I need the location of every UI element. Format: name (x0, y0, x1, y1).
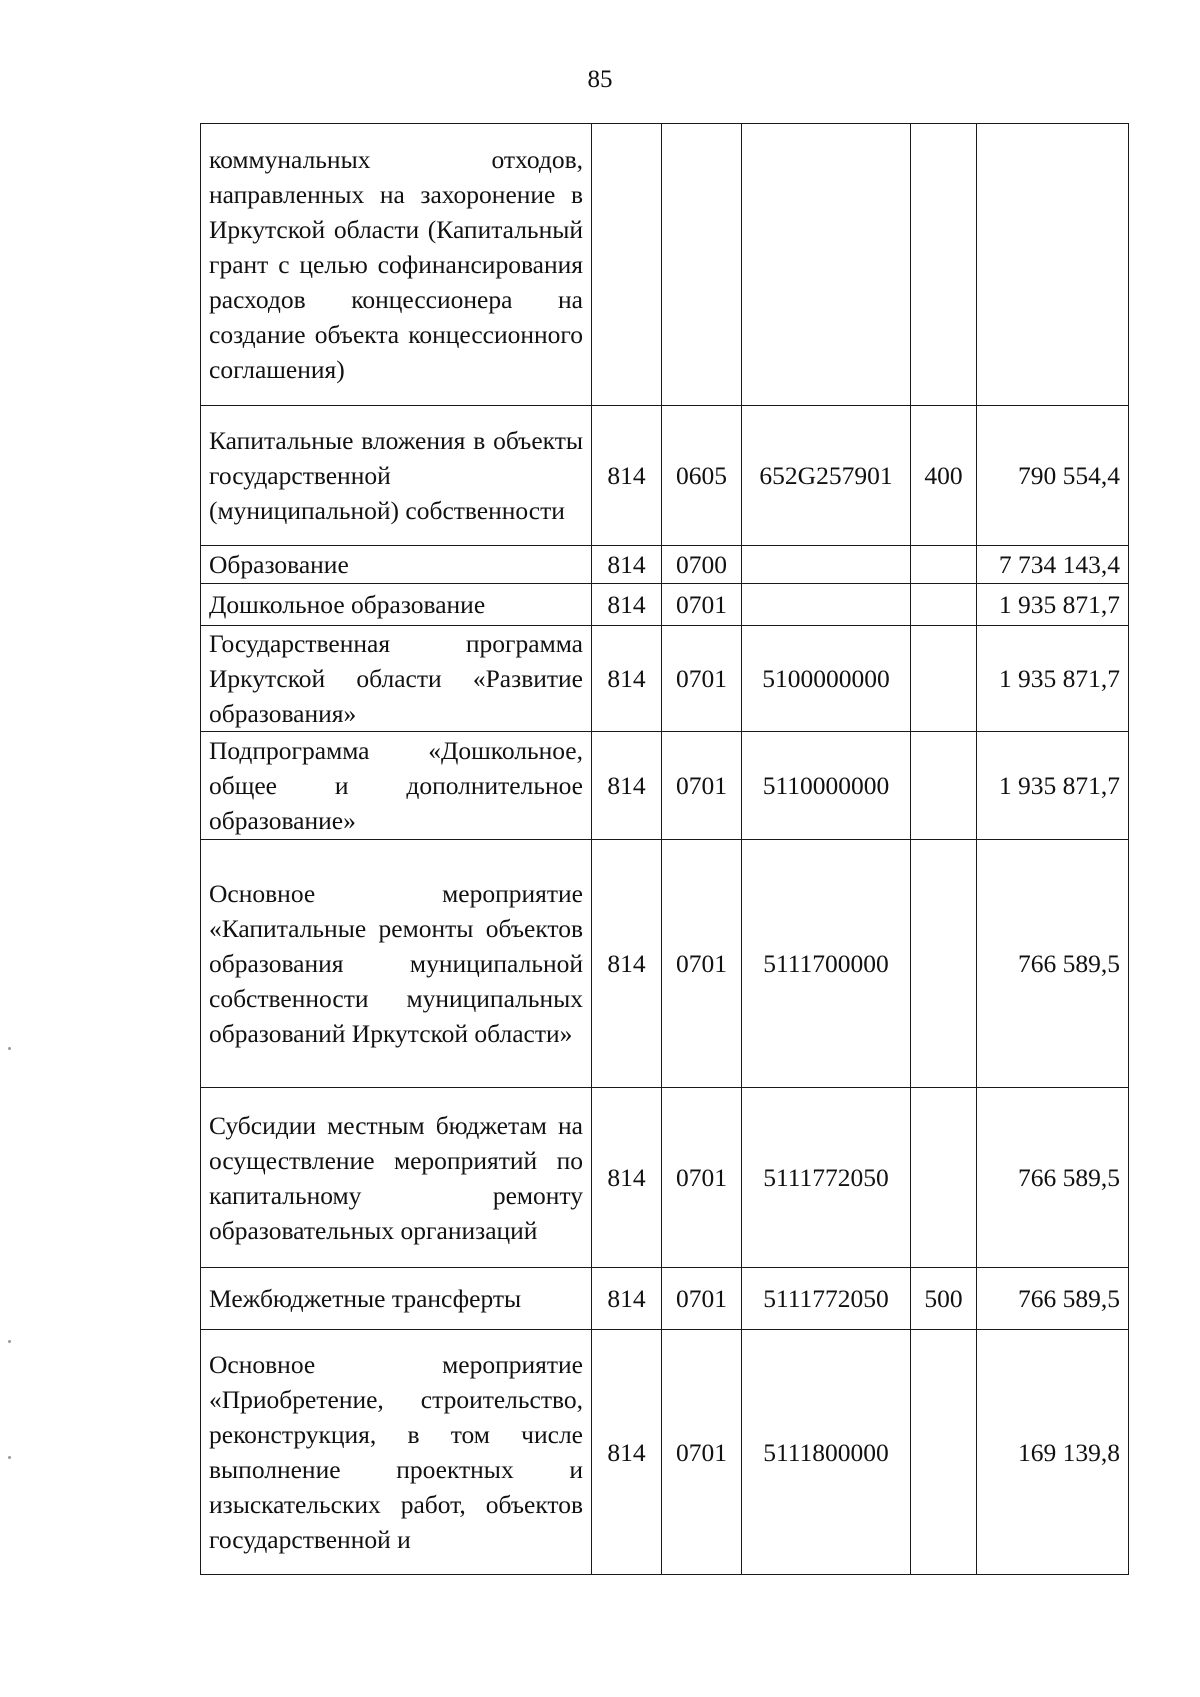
table-row (201, 546, 1129, 584)
row-target-code (742, 546, 911, 584)
row-name: коммунальных отходов, направленных на захоронение в Иркутской области (Капитальный грант с целью софинансирования расходов концессионера на создание объекта концессионного соглашения) (201, 124, 592, 406)
row-name: Основное мероприятие «Приобретение, строительство, реконструкция, в том числе выполнение проектных и изыскательских работ, объектов государственной и (201, 1330, 592, 1575)
row-target-code: 5111800000 (742, 1330, 911, 1575)
table-row (201, 1268, 1129, 1330)
row-name: Капитальные вложения в объекты государственной (муниципальной) собственности (201, 406, 592, 546)
row-amount: 1 935 871,7 (977, 584, 1129, 626)
row-amount: 790 554,4 (977, 406, 1129, 546)
row-target-code: 5110000000 (742, 732, 911, 840)
row-expense-type (911, 584, 977, 626)
row-section-code: 0701 (662, 626, 742, 732)
row-section-code: 0701 (662, 840, 742, 1088)
row-ministry-code: 814 (592, 406, 662, 546)
row-target-code: 652G257901 (742, 406, 911, 546)
row-section-code (662, 124, 742, 406)
row-expense-type: 400 (911, 406, 977, 546)
row-ministry-code: 814 (592, 840, 662, 1088)
row-name: Основное мероприятие «Капитальные ремонты объектов образования муниципальной собственности муниципальных образований Иркутской области» (201, 840, 592, 1088)
row-target-code: 5111700000 (742, 840, 911, 1088)
row-amount: 169 139,8 (977, 1330, 1129, 1575)
table-body (201, 124, 1129, 1575)
row-name: Подпрограмма «Дошкольное, общее и дополнительное образование» (201, 732, 592, 840)
row-section-code: 0701 (662, 1088, 742, 1268)
row-expense-type (911, 626, 977, 732)
table-row (201, 584, 1129, 626)
row-section-code: 0701 (662, 1330, 742, 1575)
row-target-code: 5111772050 (742, 1268, 911, 1330)
row-section-code: 0701 (662, 584, 742, 626)
row-expense-type: 500 (911, 1268, 977, 1330)
table-row (201, 1330, 1129, 1575)
row-amount: 7 734 143,4 (977, 546, 1129, 584)
row-target-code (742, 124, 911, 406)
row-ministry-code: 814 (592, 546, 662, 584)
table-row (201, 406, 1129, 546)
row-amount (977, 124, 1129, 406)
row-amount: 1 935 871,7 (977, 626, 1129, 732)
row-section-code: 0605 (662, 406, 742, 546)
row-ministry-code: 814 (592, 584, 662, 626)
row-target-code: 5100000000 (742, 626, 911, 732)
table-row (201, 1088, 1129, 1268)
scan-dot (8, 1340, 11, 1343)
row-ministry-code: 814 (592, 1088, 662, 1268)
row-ministry-code: 814 (592, 1330, 662, 1575)
row-amount: 766 589,5 (977, 1088, 1129, 1268)
scan-dot (8, 1456, 11, 1459)
row-section-code: 0700 (662, 546, 742, 584)
table-row (201, 124, 1129, 406)
row-expense-type (911, 840, 977, 1088)
row-ministry-code: 814 (592, 1268, 662, 1330)
row-section-code: 0701 (662, 1268, 742, 1330)
budget-table (200, 123, 1129, 1575)
row-target-code: 5111772050 (742, 1088, 911, 1268)
table-row (201, 626, 1129, 732)
row-amount: 1 935 871,7 (977, 732, 1129, 840)
row-expense-type (911, 546, 977, 584)
row-expense-type (911, 1330, 977, 1575)
scan-dot (8, 1047, 11, 1050)
row-amount: 766 589,5 (977, 1268, 1129, 1330)
row-ministry-code: 814 (592, 626, 662, 732)
row-ministry-code: 814 (592, 732, 662, 840)
row-name: Дошкольное образование (201, 584, 592, 626)
row-expense-type (911, 124, 977, 406)
row-ministry-code (592, 124, 662, 406)
table-row (201, 732, 1129, 840)
page-number: 85 (587, 66, 613, 93)
table-row (201, 840, 1129, 1088)
row-name: Межбюджетные трансферты (201, 1268, 592, 1330)
row-section-code: 0701 (662, 732, 742, 840)
row-name: Образование (201, 546, 592, 584)
row-expense-type (911, 1088, 977, 1268)
row-target-code (742, 584, 911, 626)
row-amount: 766 589,5 (977, 840, 1129, 1088)
row-name: Субсидии местным бюджетам на осуществление мероприятий по капитальному ремонту образовательных организаций (201, 1088, 592, 1268)
row-expense-type (911, 732, 977, 840)
row-name: Государственная программа Иркутской области «Развитие образования» (201, 626, 592, 732)
